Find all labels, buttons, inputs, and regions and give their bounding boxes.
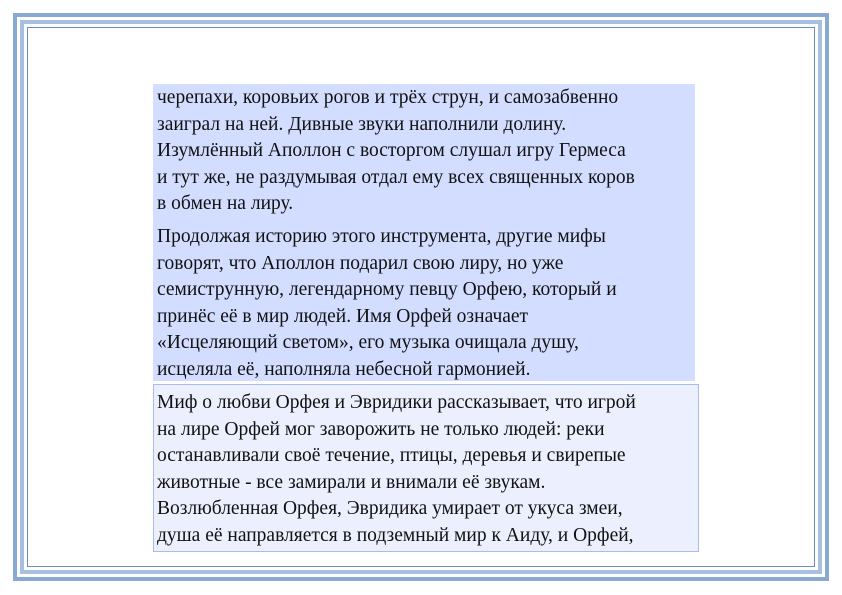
- text-line: говорят, что Аполлон подарил свою лиру, но уже: [157, 252, 564, 274]
- text-box-lyre-story: [153, 84, 695, 381]
- text-line: на лире Орфей мог заворожить не только людей: реки: [157, 418, 605, 440]
- text-line: Миф о любви Орфея и Эвридики рассказывает, что игрой: [157, 392, 636, 413]
- text-line: черепахи, коровьих рогов и трёх струн, и самозабвенно: [157, 87, 619, 108]
- text-line: «Исцеляющий светом», его музыка очищала душу,: [157, 332, 579, 354]
- text-line: Возлюбленная Орфея, Эвридика умирает от укуса змеи,: [157, 498, 623, 520]
- text-box-orpheus-eurydice: [153, 384, 699, 552]
- text-line: принёс её в мир людей. Имя Орфей означает: [157, 305, 529, 327]
- text-line: и тут же, не раздумывая отдал ему всех священных коров: [157, 166, 635, 188]
- text-line: в обмен на лиру.: [157, 193, 294, 215]
- text-line: семиструнную, легендарному певцу Орфею, который и: [157, 279, 617, 301]
- paragraph-orpheus-eurydice: [157, 390, 695, 550]
- text-line: исцеляла её, наполняла небесной гармонией.: [157, 358, 531, 380]
- text-line: душа её направляется в подземный мир к Аиду, и Орфей,: [157, 524, 634, 546]
- text-line: Изумлённый Аполлон с восторгом слушал игру Гермеса: [157, 140, 626, 162]
- text-line: животные - все замирали и внимали её звукам.: [157, 471, 546, 493]
- text-line: останавливали своё течение, птицы, деревья и свирепые: [157, 445, 626, 467]
- paragraph-hermes-gift: [157, 85, 692, 218]
- paragraph-orpheus-lyre: [157, 224, 692, 384]
- text-line: заиграл на ней. Дивные звуки наполнили долину.: [157, 113, 567, 135]
- text-line: Продолжая историю этого инструмента, другие мифы: [157, 225, 606, 247]
